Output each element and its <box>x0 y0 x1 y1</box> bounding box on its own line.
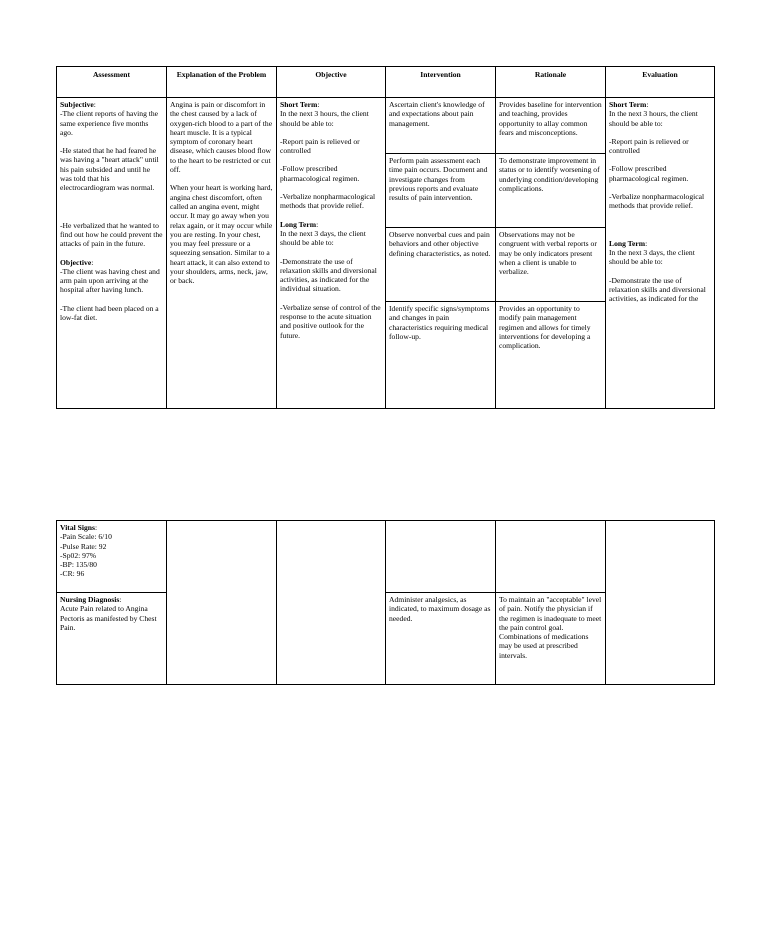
vital-pulse-rate: -Pulse Rate: 92 <box>60 541 107 551</box>
evaluation-cell: Short Term: In the next 3 hours, the client should be able to: -Report pain is relieved or controlled -Follow prescribed pharmacological regimen. -Verbalize nonpharmacological methods that provide relief. Long Term: In the next 3 days, the client should be able to: -Demonstrate the use of relaxation skills and diversional activities, as indicated for the <box>606 98 715 409</box>
explanation-paragraph: When your heart is working hard, angina chest discomfort, often called an angina event, might occur. It may go away when you relax again, or it may occur while you are resting. In your chest, you may feel pressure or a squeezing sensation. Similar to a heart attack, it can also extend to your shoulders, arms, neck, jaw, or back. <box>170 183 273 286</box>
short-term-label: Short Term <box>609 100 647 109</box>
objective-item: -The client had been placed on a low-fat diet. <box>60 303 159 323</box>
intervention-cell: Perform pain assessment each time pain occurs. Document and investigate changes from previous reports and evaluate results of pain intervention. <box>386 154 496 228</box>
short-term-label: Short Term <box>280 100 318 109</box>
long-term-goal: -Demonstrate the use of relaxation skills and diversional activities, as indicated for the individual situation. <box>280 256 377 294</box>
subjective-label: Subjective <box>60 100 94 109</box>
long-term-label: Long Term <box>280 219 317 229</box>
header-rationale: Rationale <box>496 67 606 98</box>
long-term-intro: In the next 3 days, the client should be able to: <box>280 228 366 248</box>
rationale-cell: To maintain an "acceptable" level of pain. Notify the physician if the regimen is inadequate to meet the pain control goal. Combinations of medications may be used at prescribed intervals. <box>496 593 606 685</box>
header-explanation: Explanation of the Problem <box>167 67 277 98</box>
long-term-label: Long Term <box>609 238 646 248</box>
subjective-item: -He verbalized that he wanted to find out how he could prevent the attacks of pain in the future. <box>60 220 163 249</box>
vital-pain-scale: -Pain Scale: 6/10 <box>60 532 112 542</box>
short-term-intro: In the next 3 hours, the client should be able to: <box>609 109 698 128</box>
vital-signs-cell: Vital Signs: -Pain Scale: 6/10 -Pulse Rate: 92 -Sp02: 97% -BP: 135/80 -CR: 96 <box>57 521 167 593</box>
subjective-item: -The client reports of having the same experience five months ago. <box>60 109 159 137</box>
subjective-item: -He stated that he had feared he was having a "heart attack" until his pain subsided and until he was told that his electrocardiogram was normal. <box>60 146 159 193</box>
intervention-cell: Administer analgesics, as indicated, to maximum dosage as needed. <box>386 593 496 685</box>
header-row <box>57 67 715 98</box>
vital-cr: -CR: 96 <box>60 569 85 579</box>
care-plan-table <box>56 66 715 409</box>
rationale-cell: Provides baseline for intervention and teaching, provides opportunity to allay common fears and misconceptions. <box>496 98 606 154</box>
objective-cell: Short Term: In the next 3 hours, the client should be able to: -Report pain is relieved or controlled -Follow prescribed pharmacological regimen. -Verbalize nonpharmacological methods that provide relief. Long Term: In the next 3 days, the client should be able to: -Demonstrate the use of relaxation skills and diversional activities, as indicated for the individual situation. -Verbalize sense of control of the response to the acute situation and positive outlook for the future. <box>277 98 386 409</box>
header-objective: Objective <box>277 67 386 98</box>
short-term-goal: -Verbalize nonpharmacological methods that provide relief. <box>280 192 376 211</box>
objective-label: Objective <box>60 257 92 267</box>
intervention-cell: Identify specific signs/symptoms and changes in pain characteristics requiring medical follow-up. <box>386 302 496 409</box>
objective-item: -The client was having chest and arm pain upon arriving at the hospital after having lunch. <box>60 266 160 295</box>
vital-signs-label: Vital Signs <box>60 523 95 532</box>
short-term-goal: -Report pain is relieved or controlled <box>280 136 360 156</box>
nursing-diagnosis-cell: Nursing Diagnosis: Acute Pain related to Angina Pectoris as manifested by Chest Pain. <box>57 593 167 685</box>
empty-cell <box>496 521 606 593</box>
nursing-diagnosis-text: Acute Pain related to Angina Pectoris as manifested by Chest Pain. <box>60 604 157 632</box>
long-term-goal: -Verbalize sense of control of the response to the acute situation and positive outlook for the future. <box>280 302 381 340</box>
rationale-cell: Observations may not be congruent with verbal reports or may be only indicators present when a client is unable to verbalize. <box>496 228 606 302</box>
long-term-intro: In the next 3 days, the client should be able to: <box>609 247 695 267</box>
short-term-goal: -Report pain is relieved or controlled <box>609 136 689 156</box>
vital-spo2: -Sp02: 97% <box>60 550 97 560</box>
empty-cell <box>277 521 386 685</box>
explanation-paragraph: Angina is pain or discomfort in the chest caused by a lack of oxygen-rich blood to a part of the heart muscle. It is a typical symptom of coronary heart disease, which causes blood flow to the heart to be restricted or cut off. <box>170 100 273 175</box>
header-intervention: Intervention <box>386 67 496 98</box>
intervention-cell: Observe nonverbal cues and pain behaviors and other objective defining characteristics, as noted. <box>386 228 496 302</box>
rationale-cell: Provides an opportunity to modify pain management regimen and allows for timely interventions for developing a complication. <box>496 302 606 409</box>
empty-cell <box>606 521 715 685</box>
header-evaluation: Evaluation <box>606 67 715 98</box>
rationale-cell: To demonstrate improvement in status or to identify worsening of underlying condition/developing complications. <box>496 154 606 228</box>
header-assessment: Assessment <box>57 67 167 98</box>
short-term-goal: -Follow prescribed pharmacological regimen. <box>609 164 689 183</box>
intervention-cell: Ascertain client's knowledge of and expectations about pain management. <box>386 98 496 154</box>
short-term-goal: -Follow prescribed pharmacological regimen. <box>280 164 360 183</box>
short-term-goal: -Verbalize nonpharmacological methods that provide relief. <box>609 192 705 211</box>
empty-cell <box>167 521 277 685</box>
assessment-cell: Subjective: -The client reports of having the same experience five months ago. -He stated that he had feared he was having a "heart attack" until his pain subsided and until he was told that his electrocardiogram was normal. -He verbalized that he wanted to find out how he could prevent the attacks of pain in the future. Objective: -The client was having chest and arm pain upon arriving at the hospital after having lunch. -The client had been placed on a low-fat diet. <box>57 98 167 409</box>
nursing-diagnosis-label: Nursing Diagnosis <box>60 595 120 604</box>
explanation-cell <box>167 98 277 409</box>
short-term-intro: In the next 3 hours, the client should be able to: <box>280 109 369 128</box>
care-plan-table-continued <box>56 520 715 685</box>
empty-cell <box>386 521 496 593</box>
vital-bp: -BP: 135/80 <box>60 560 97 570</box>
long-term-goal: -Demonstrate the use of relaxation skills and diversional activities, as indicated for the <box>609 275 706 304</box>
